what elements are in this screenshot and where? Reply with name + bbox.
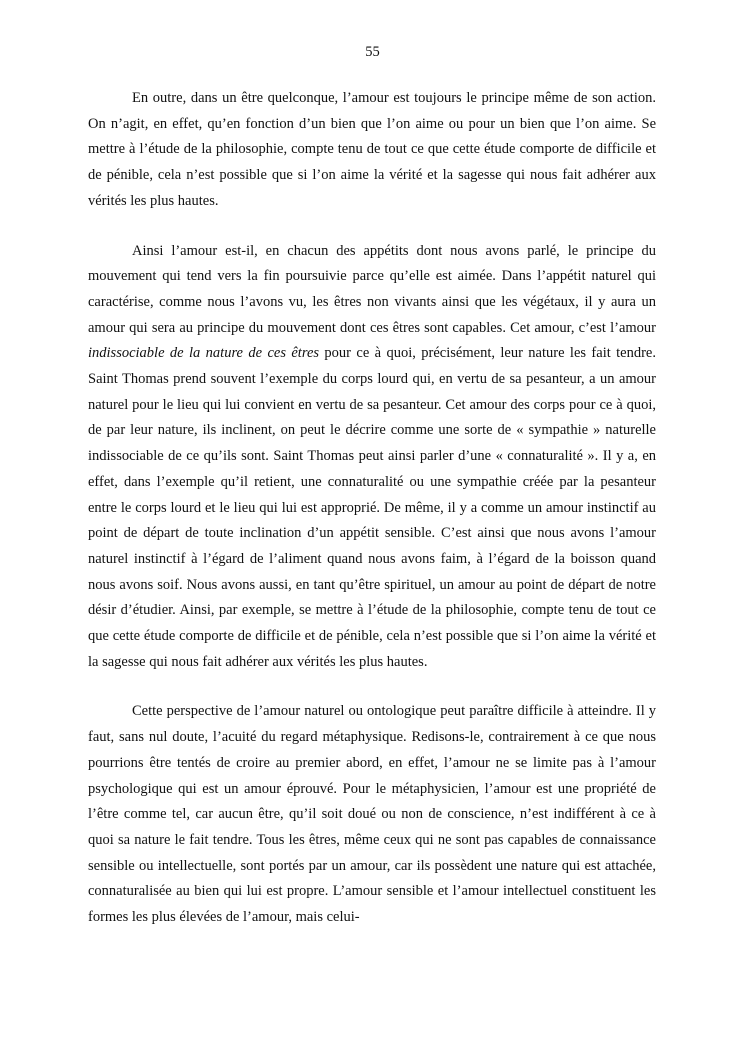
paragraph-2 bbox=[88, 239, 656, 676]
paragraph-2-text-end: pour ce à quoi, précisément, leur nature les fait tendre. Saint Thomas prend souvent l’exemple du corps lourd qui, en vertu de sa pesanteur, a un amour naturel pour le lieu qui lui convient en vertu de sa pesanteur. Cet amour des corps pour ce à quoi, de par leur nature, ils inclinent, on peut le décrire comme une sorte de « sympathie » naturelle indissociable de ce qu’ils sont. Saint Thomas peut ainsi parler d’une « connaturalité ». Il y a, en effet, dans l’exemple qu’il retient, une connaturalité ou une sympathie créée par la pesanteur entre le corps lourd et le lieu qui lui est approprié. De même, il y a comme un amour instinctif au point de départ de toute inclination d’un appétit sensible. C’est ainsi que nous avons l’amour naturel instinctif à l’égard de l’aliment quand nous avons faim, à l’égard de la boisson quand nous avons soif. Nous avons aussi, en tant qu’être spirituel, un amour au point de départ de notre désir d’étudier. Ainsi, par exemple, se mettre à l’étude de la philosophie, compte tenu de tout ce que cette étude comporte de difficile et de pénible, cela n’est possible que si l’on aime la vérité et la sagesse qui nous fait adhérer aux vérités les plus hautes. bbox=[88, 345, 656, 670]
paragraph-3: Cette perspective de l’amour naturel ou ontologique peut paraître difficile à atteindre. Il y faut, sans nul doute, l’acuité du regard métaphysique. Redisons-le, contrairement à ce que nous pourrions être tentés de croire au premier abord, en effet, l’amour ne se limite pas à l’amour psychologique qui est un amour éprouvé. Pour le métaphysicien, l’amour est une propriété de l’être comme tel, car aucun être, qu’il soit doué ou non de conscience, n’est indifférent à ce à quoi sa nature le fait tendre. Tous les êtres, même ceux qui ne sont pas capables de connaissance sensible ou intellectuelle, sont portés par un amour, car ils possèdent une nature qui est attachée, connaturalisée au bien qui lui est propre. L’amour sensible et l’amour intellectuel constituent les formes les plus élevées de l’amour, mais celui- bbox=[88, 703, 656, 926]
paragraph-1: En outre, dans un être quelconque, l’amour est toujours le principe même de son action. On n’agit, en effet, qu’en fonction d’un bien que l’on aime ou pour un bien que l’on aime. Se mettre à l’étude de la philosophie, compte tenu de tout ce que cette étude comporte de difficile et de pénible, cela n’est possible que si l’on aime la vérité et la sagesse qui nous fait adhérer aux vérités les plus hautes. bbox=[88, 90, 656, 209]
paragraph-2-text-start: Ainsi l’amour est-il, en chacun des appétits dont nous avons parlé, le principe du mouvement qui tend vers la fin poursuivie parce qu’elle est aimée. Dans l’appétit naturel qui caractérise, comme nous l’avons vu, les êtres non vivants ainsi que les végétaux, il y aura un amour qui sera au principe du mouvement dont ces êtres sont capables. Cet amour, c’est l’amour bbox=[88, 242, 656, 336]
paragraph-2-italic-phrase: indissociable de la nature de ces êtres bbox=[88, 345, 320, 362]
page-number: 55 bbox=[365, 44, 380, 60]
body-text bbox=[88, 86, 656, 955]
